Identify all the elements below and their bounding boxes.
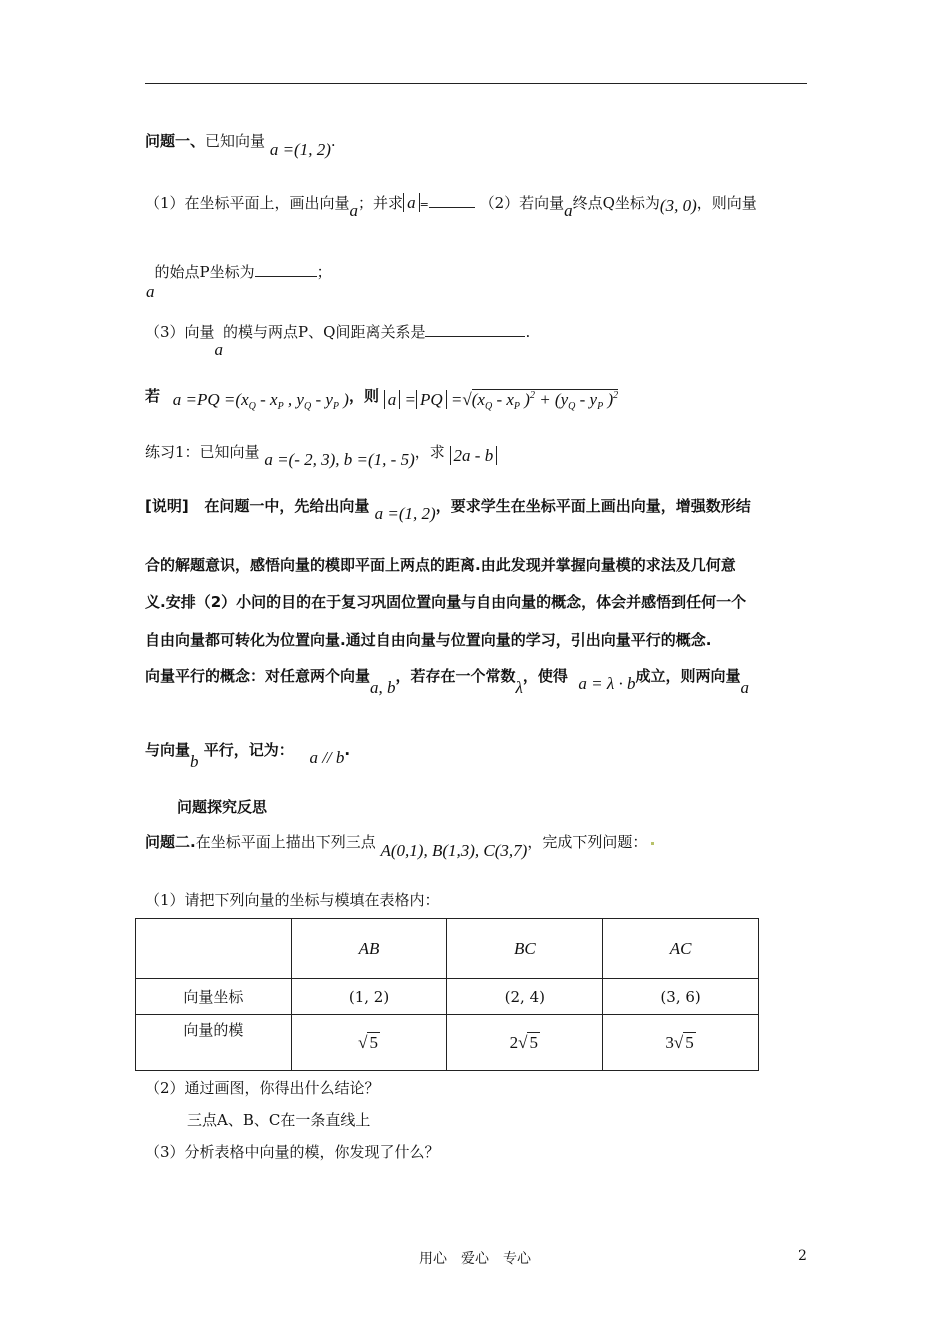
parallel-text7: .	[344, 741, 351, 759]
parallel-text5: 与向量	[145, 741, 191, 759]
problem2-q2: （2）通过画图，你得出什么结论？	[145, 1079, 380, 1097]
parallel-text6: 平行，记为：	[203, 741, 294, 759]
q1-line	[145, 193, 757, 220]
exercise1-qiu: ，求	[414, 443, 445, 461]
exercise1-expression: 2a - b	[450, 446, 498, 465]
header-bc: BC	[447, 919, 603, 979]
exercise1-line	[145, 442, 497, 469]
q-coordinate: (3, 0)	[659, 196, 697, 215]
problem2-points: A(0,1), B(1,3), C(3,7)	[380, 841, 528, 860]
exercise1-vectors: a =(- 2, 3), b =(1, - 5)	[264, 450, 415, 469]
parallel-notation: a // b	[309, 748, 345, 767]
problem2-answer2: 三点A、B、C在一条直线上	[187, 1111, 371, 1129]
answer-blank-3[interactable]	[425, 322, 525, 337]
formula-modulus: a = PQ $=√(x_Q - x_P$ )$^2 + (y_Q - y_P$ )$^2$	[384, 390, 618, 409]
ac-modulus-radicand: 5	[685, 1032, 694, 1052]
formula-ze: ，则	[348, 387, 379, 405]
parallel-text1: 向量平行的概念：对任意两个向量	[145, 667, 371, 685]
parallel-ab: a, b	[370, 678, 396, 697]
cell-ab-modulus: √ 5	[291, 1015, 447, 1071]
problem1-vector: a =(1, 2)	[269, 140, 331, 159]
parallel-line2	[145, 740, 351, 771]
cell-bc-coordinate: (2, 4)	[447, 979, 603, 1015]
q1-text8: ；	[316, 263, 332, 281]
q1-text7: 的始点P坐标为	[154, 263, 255, 281]
explanation-label: [说明]	[145, 497, 189, 515]
problem2-heading: 问题二.	[145, 833, 196, 851]
cell-bc-modulus: 2√ 5	[447, 1015, 603, 1071]
bc-modulus-radicand: 5	[529, 1032, 538, 1052]
formula-ruo: 若	[145, 387, 161, 405]
row-label-coordinate: 向量坐标	[136, 979, 292, 1015]
problem2-q3: （3）分析表格中向量的模，你发现了什么？	[145, 1143, 440, 1161]
explanation-text1: 在问题一中，先给出向量	[204, 497, 370, 515]
vector-table	[135, 918, 759, 1071]
formula-def: $a =PQ =(x_Q - x_P$ , $y_Q - y_P$ )	[172, 390, 349, 412]
problem1-line	[145, 131, 336, 159]
problem1-heading: 问题一、	[145, 132, 206, 150]
problem2-text2: ，完成下列问题：	[527, 833, 648, 851]
explanation-line4: 自由向量都可转化为位置向量.通过自由向量与位置向量的学习，引出向量平行的概念.	[145, 631, 712, 649]
vec-a: a	[146, 282, 155, 301]
parallel-b: b	[190, 752, 199, 771]
parallel-text3: ，使得	[522, 667, 568, 685]
section-title: 问题探究反思	[177, 798, 268, 816]
ab-modulus-radicand: 5	[369, 1032, 378, 1052]
parallel-a: a	[740, 678, 749, 697]
problem2-line	[145, 832, 654, 860]
cell-ac-coordinate: (3, 6)	[603, 979, 759, 1015]
q3-text2: 的模与两点P、Q间距离关系是	[223, 323, 426, 341]
explanation-vector: a =(1, 2)	[374, 504, 436, 523]
parallel-line1	[145, 666, 749, 697]
table-row	[136, 1015, 759, 1071]
problem1-period: .	[330, 132, 336, 150]
explanation-line1	[145, 496, 751, 523]
header-rule	[145, 83, 807, 84]
cell-ac-modulus: 3√ 5	[603, 1015, 759, 1071]
table-header-row	[136, 919, 759, 979]
answer-blank-2[interactable]	[255, 262, 317, 277]
formula-line	[145, 386, 619, 412]
q1-text6: ，则向量	[696, 194, 757, 212]
parallel-text2: ，若存在一个常数	[395, 667, 516, 685]
vec-a: a	[564, 201, 573, 220]
ac-modulus-coef: 3	[665, 1032, 674, 1052]
header-ab: AB	[291, 919, 447, 979]
vec-a: a	[214, 340, 224, 359]
vec-a: a	[349, 201, 359, 220]
row-label-modulus: 向量的模	[136, 1015, 292, 1071]
problem2-text1: 在坐标平面上描出下列三点	[195, 833, 376, 851]
header-ac: AC	[603, 919, 759, 979]
parallel-text4: 成立，则两向量	[635, 667, 741, 685]
q1-text1: （1）在坐标平面上，画出向量	[145, 194, 350, 212]
abs-a: a	[403, 193, 420, 212]
q1-eq: =	[419, 198, 429, 211]
page-number: 2	[798, 1248, 807, 1264]
problem2-q1: （1）请把下列向量的坐标与模填在表格内：	[145, 891, 440, 909]
cell-ab-coordinate: (1, 2)	[291, 979, 447, 1015]
explanation-text2: ，要求学生在坐标平面上画出向量，增强数形结	[435, 497, 751, 515]
q1-text5: 终点Q坐标为	[572, 194, 660, 212]
q1-text4: （2）若向量	[479, 194, 565, 212]
explanation-line2: 合的解题意识，感悟向量的模即平面上两点的距离.由此发现并掌握向量模的求法及几何意	[145, 556, 736, 574]
exercise1-label: 练习1：已知向量	[145, 443, 260, 461]
explanation-line3: 义.安排（2）小问的目的在于复习巩固位置向量与自由向量的概念，体会并感悟到任何一个	[145, 593, 747, 611]
parallel-equation: a = λ · b	[578, 674, 636, 693]
problem1-text: 已知向量	[205, 132, 266, 150]
page-footer: 用心 爱心 专心	[419, 1251, 531, 1267]
answer-blank-1[interactable]	[429, 193, 475, 208]
table-row	[136, 979, 759, 1015]
table-corner	[136, 919, 292, 979]
decorative-dot	[651, 842, 654, 845]
q3-line	[145, 322, 531, 359]
bc-modulus-coef: 2	[509, 1032, 519, 1052]
q1-text2: ；并求	[358, 194, 404, 212]
q1-line2	[145, 262, 332, 301]
q3-text3: .	[525, 323, 531, 341]
parallel-lambda: λ	[515, 678, 523, 697]
q3-text1: （3）向量	[145, 323, 215, 341]
